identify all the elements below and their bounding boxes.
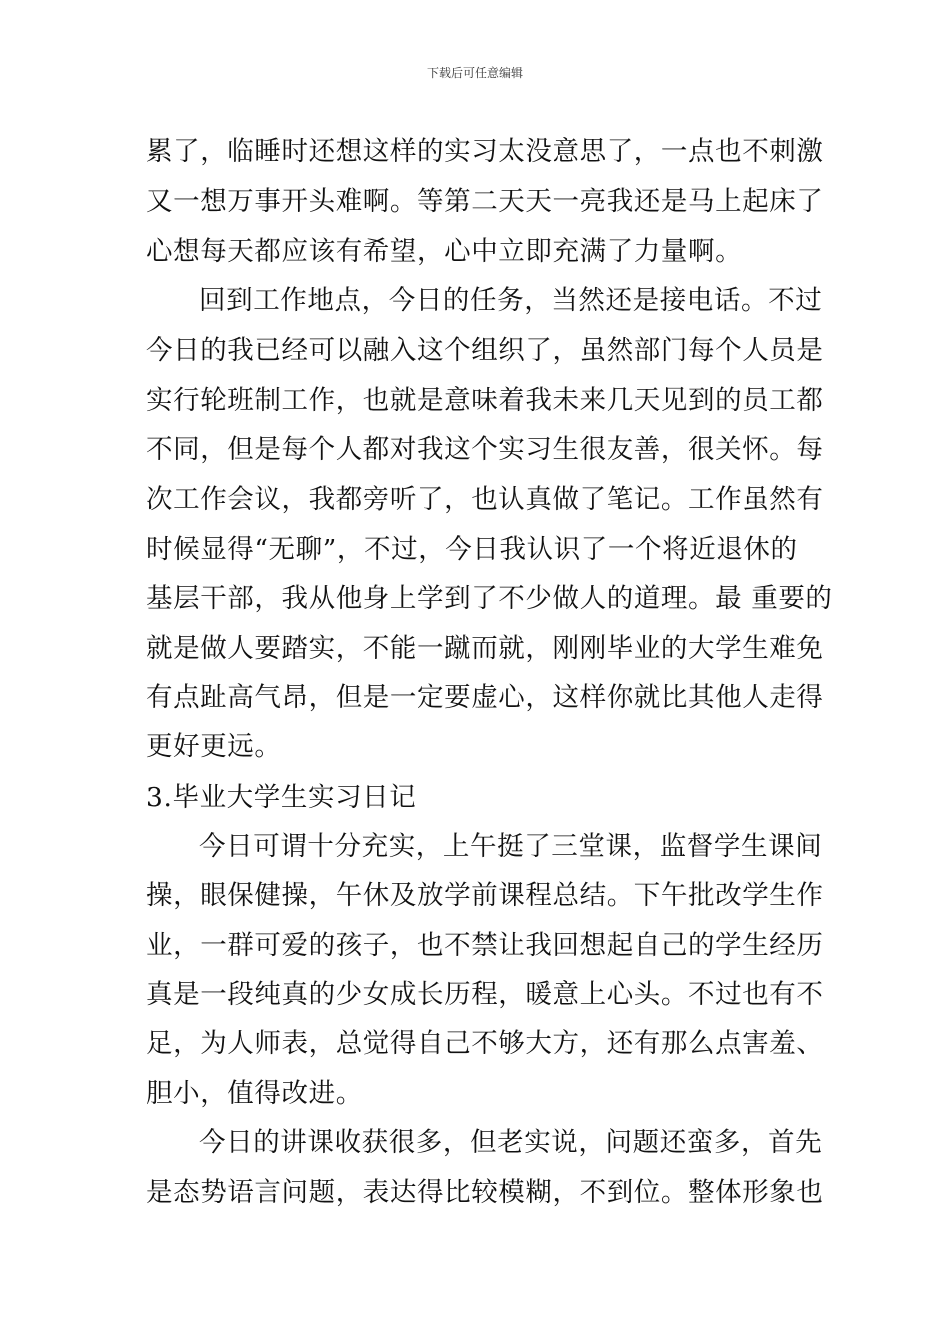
text-line: 操，眼保健操，午休及放学前课程总结。下午批改学生作 bbox=[146, 880, 824, 911]
section-heading: 3.毕业大学生实习日记 bbox=[146, 782, 417, 813]
text-line: 心想每天都应该有希望，心中立即充满了力量啊。 bbox=[146, 236, 743, 267]
text-line: 累了，临睡时还想这样的实习太没意思了，一点也不刺激 bbox=[146, 136, 824, 167]
text-line: 基层干部，我从他身上学到了不少做人的道理。最 重要的 bbox=[146, 583, 833, 614]
text-line: 今日可谓十分充实，上午挺了三堂课，监督学生课间 bbox=[199, 831, 823, 862]
text-line: 足，为人师表，总觉得自己不够大方，还有那么点害羞、 bbox=[146, 1028, 824, 1059]
text-line: 回到工作地点，今日的任务，当然还是接电话。不过 bbox=[199, 285, 823, 316]
text-line: 时候显得“无聊”，不过，今日我认识了一个将近退休的 bbox=[146, 534, 798, 565]
text-line: 今日的我已经可以融入这个组织了，虽然部门每个人员是 bbox=[146, 335, 824, 366]
text-line: 又一想万事开头难啊。等第二天天一亮我还是马上起床了 bbox=[146, 186, 824, 217]
text-line: 就是做人要踏实，不能一蹴而就，刚刚毕业的大学生难免 bbox=[146, 633, 824, 664]
text-line: 是态势语言问题，表达得比较模糊，不到位。整体形象也 bbox=[146, 1177, 824, 1208]
text-line: 业，一群可爱的孩子，也不禁让我回想起自己的学生经历 bbox=[146, 930, 824, 961]
text-line: 实行轮班制工作，也就是意味着我未来几天见到的员工都 bbox=[146, 385, 824, 416]
page-header: 下载后可任意编辑 bbox=[426, 66, 523, 80]
text-line: 有点趾高气昂，但是一定要虚心，这样你就比其他人走得 bbox=[146, 682, 824, 713]
text-line: 真是一段纯真的少女成长历程，暖意上心头。不过也有不 bbox=[146, 979, 824, 1010]
text-line: 次工作会议，我都旁听了，也认真做了笔记。工作虽然有 bbox=[146, 484, 824, 515]
text-line: 更好更远。 bbox=[146, 731, 282, 762]
text-line: 今日的讲课收获很多，但老实说，问题还蛮多，首先 bbox=[199, 1127, 823, 1158]
text-line: 胆小，值得改进。 bbox=[146, 1078, 363, 1109]
text-line: 不同，但是每个人都对我这个实习生很友善，很关怀。每 bbox=[146, 434, 824, 465]
